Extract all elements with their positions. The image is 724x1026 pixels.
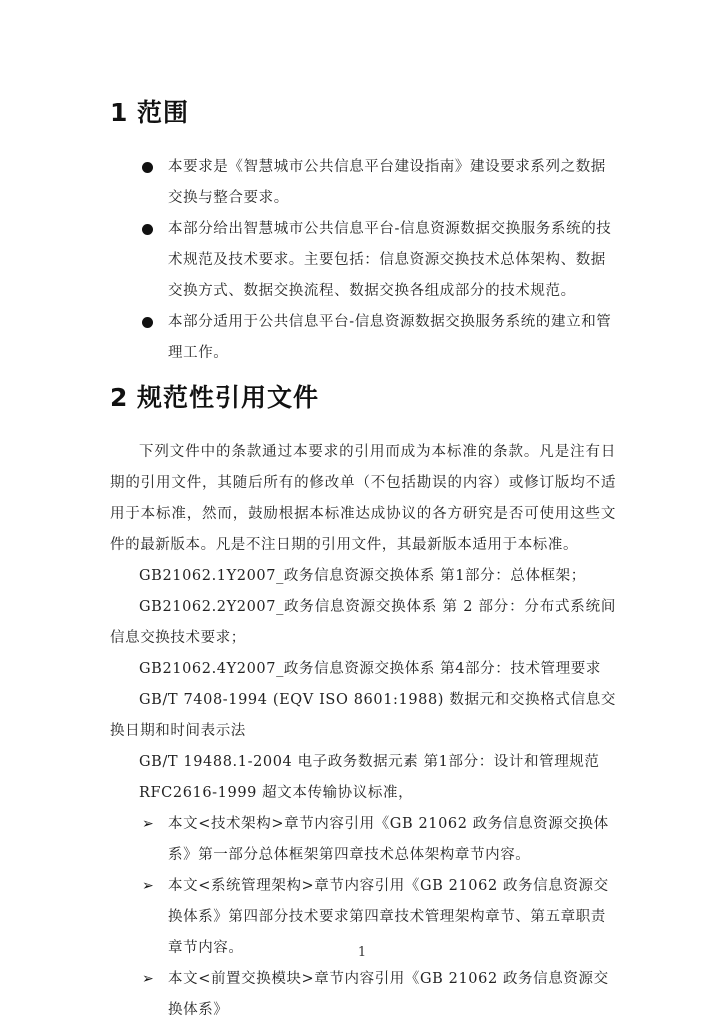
bullet-dot-icon	[142, 317, 153, 328]
bullet-dot-icon	[142, 162, 153, 173]
scope-bullet-list	[110, 152, 615, 369]
chapter-ref-text: 本文<系统管理架构>章节内容引用《GB 21062 政务信息资源交换体系》第四部分技术要求第四章技术管理架构章节、第五章职责章节内容。	[168, 878, 609, 956]
reference-item: GB21062.2Y2007_政务信息资源交换体系 第 2 部分：分布式系统间信息交换技术要求；	[110, 599, 616, 646]
list-item	[110, 307, 615, 369]
intro-paragraph: 下列文件中的条款通过本要求的引用而成为本标准的条款。凡是注有日期的引用文件，其随后所有的修改单（不包括勘误的内容）或修订版均不适用于本标准，然而，鼓励根据本标准达成协议的各方研究是否可使用这些文件的最新版本。凡是不注日期的引用文件，其最新版本适用于本标准。	[110, 444, 616, 553]
chapter-reference-list	[110, 809, 618, 1026]
reference-item: GB/T 7408-1994 (EQV ISO 8601:1988) 数据元和交换格式信息交换日期和时间表示法	[110, 692, 616, 739]
section-heading-scope	[110, 98, 189, 128]
arrow-bullet-icon: ➢	[142, 971, 155, 987]
bullet-dot-icon	[142, 224, 153, 235]
section-number: 2	[110, 383, 129, 412]
page-number: 1	[357, 945, 367, 960]
list-item	[110, 809, 618, 871]
section-title: 规范性引用文件	[137, 383, 320, 412]
arrow-bullet-icon: ➢	[142, 878, 155, 894]
list-item	[110, 152, 615, 214]
bullet-text: 本部分给出智慧城市公共信息平台-信息资源数据交换服务系统的技术规范及技术要求。主要包括：信息资源交换技术总体架构、数据交换方式、数据交换流程、数据交换各组成部分的技术规范。	[168, 221, 612, 299]
reference-item: RFC2616-1999 超文本传输协议标准，	[139, 785, 414, 801]
reference-item: GB21062.1Y2007_政务信息资源交换体系 第1部分：总体框架；	[139, 568, 586, 584]
list-item	[110, 964, 618, 1026]
list-item	[110, 214, 615, 307]
chapter-ref-text: 本文<前置交换模块>章节内容引用《GB 21062 政务信息资源交换体系》	[168, 971, 609, 1018]
reference-item: GB/T 19488.1-2004 电子政务数据元素 第1部分：设计和管理规范	[139, 754, 600, 770]
section-heading-normative-references	[110, 383, 319, 413]
reference-item: GB21062.4Y2007_政务信息资源交换体系 第4部分：技术管理要求	[139, 661, 601, 677]
chapter-ref-text: 本文<技术架构>章节内容引用《GB 21062 政务信息资源交换体系》第一部分总体框架第四章技术总体架构章节内容。	[168, 816, 609, 863]
bullet-text: 本要求是《智慧城市公共信息平台建设指南》建设要求系列之数据交换与整合要求。	[168, 159, 606, 206]
bullet-text: 本部分适用于公共信息平台-信息资源数据交换服务系统的建立和管理工作。	[168, 314, 612, 361]
arrow-bullet-icon: ➢	[142, 816, 155, 832]
section-title: 范围	[137, 98, 190, 127]
section-number: 1	[110, 98, 129, 127]
